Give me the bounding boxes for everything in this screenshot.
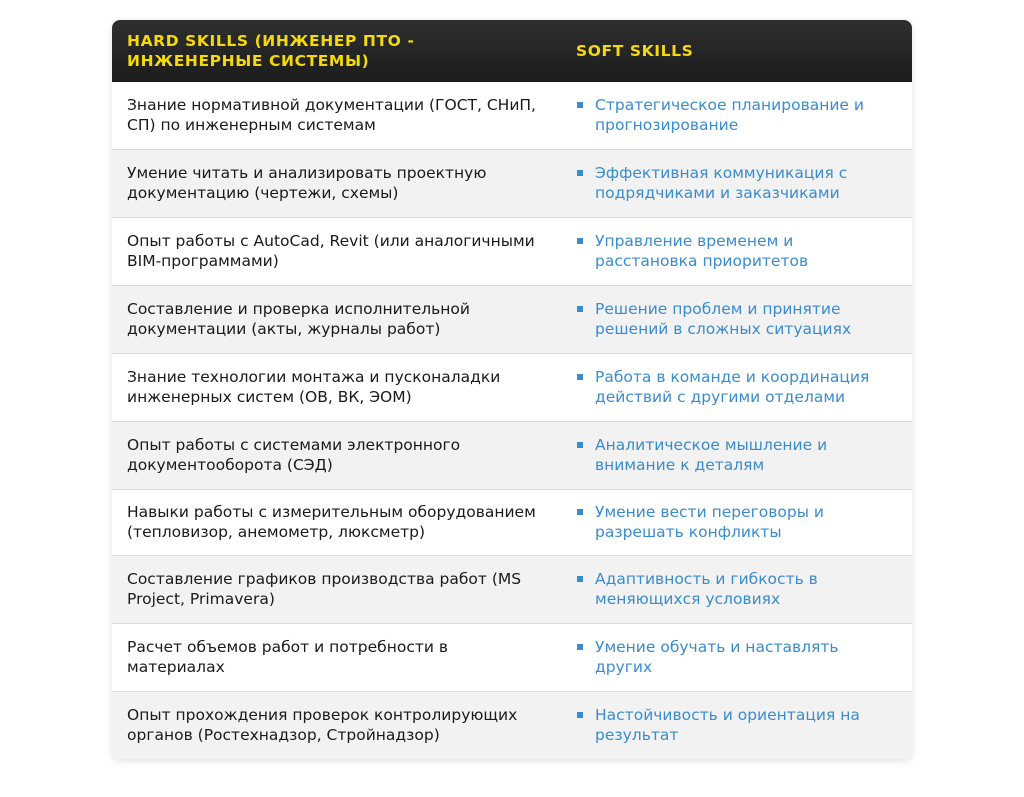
table-row (112, 354, 912, 422)
hard-skill-cell: Расчет объемов работ и потребности в материалах (127, 638, 449, 676)
table-row (112, 624, 912, 692)
hard-skill-cell: Навыки работы с измерительным оборудованием (тепловизор, анемометр, люксметр) (127, 503, 536, 541)
hard-skill-cell: Опыт работы с системами электронного документооборота (СЭД) (127, 436, 461, 474)
hard-skill-cell: Опыт работы с AutoCad, Revit (или аналогичными BIM-программами) (127, 232, 535, 270)
hard-skills-header: HARD SKILLS (ИНЖЕНЕР ПТО - ИНЖЕНЕРНЫЕ СИСТЕМЫ) (127, 32, 415, 70)
soft-skills-header: SOFT SKILLS (576, 42, 694, 60)
square-bullet-icon (577, 306, 583, 312)
soft-skill-cell (561, 286, 912, 354)
soft-skill-cell (561, 422, 912, 490)
square-bullet-icon (577, 509, 583, 515)
table-row (112, 286, 912, 354)
table-row (112, 490, 912, 556)
square-bullet-icon (577, 712, 583, 718)
soft-skill-text: Работа в команде и координация действий с другими отделами (595, 368, 870, 406)
soft-skill-text: Настойчивость и ориентация на результат (595, 706, 860, 744)
hard-skill-cell: Умение читать и анализировать проектную документацию (чертежи, схемы) (127, 164, 487, 202)
table-header-row (112, 20, 912, 82)
table-row (112, 692, 912, 760)
hard-skill-cell: Составление графиков производства работ (MS Project, Primavera) (127, 570, 522, 608)
soft-skill-text: Адаптивность и гибкость в меняющихся условиях (595, 570, 818, 608)
soft-skill-text: Стратегическое планирование и прогнозирование (595, 96, 864, 134)
hard-skill-cell: Знание нормативной документации (ГОСТ, СНиП, СП) по инженерным системам (127, 96, 536, 134)
soft-skill-cell (561, 692, 912, 760)
skills-table-card (112, 20, 912, 759)
square-bullet-icon (577, 644, 583, 650)
soft-skill-cell (561, 218, 912, 286)
square-bullet-icon (577, 442, 583, 448)
soft-skill-cell (561, 354, 912, 422)
soft-skill-text: Решение проблем и принятие решений в сложных ситуациях (595, 300, 852, 338)
hard-skill-cell: Опыт прохождения проверок контролирующих органов (Ростехнадзор, Стройнадзор) (127, 706, 518, 744)
hard-skill-cell: Составление и проверка исполнительной документации (акты, журналы работ) (127, 300, 470, 338)
table-row (112, 150, 912, 218)
square-bullet-icon (577, 238, 583, 244)
table-row (112, 556, 912, 624)
soft-skill-cell (561, 556, 912, 624)
hard-skill-cell: Знание технологии монтажа и пусконаладки инженерных систем (ОВ, ВК, ЭОМ) (127, 368, 501, 406)
skills-table (112, 20, 912, 759)
soft-skill-text: Эффективная коммуникация с подрядчиками и заказчиками (595, 164, 848, 202)
soft-skill-cell (561, 490, 912, 556)
soft-skill-cell (561, 150, 912, 218)
square-bullet-icon (577, 576, 583, 582)
soft-skill-text: Умение вести переговоры и разрешать конфликты (595, 503, 824, 541)
soft-skill-text: Управление временем и расстановка приоритетов (595, 232, 809, 270)
table-row (112, 218, 912, 286)
square-bullet-icon (577, 374, 583, 380)
soft-skill-cell (561, 624, 912, 692)
table-row (112, 82, 912, 150)
soft-skill-cell (561, 82, 912, 150)
square-bullet-icon (577, 102, 583, 108)
soft-skill-text: Умение обучать и наставлять других (595, 638, 839, 676)
soft-skill-text: Аналитическое мышление и внимание к деталям (595, 436, 828, 474)
square-bullet-icon (577, 170, 583, 176)
table-row (112, 422, 912, 490)
